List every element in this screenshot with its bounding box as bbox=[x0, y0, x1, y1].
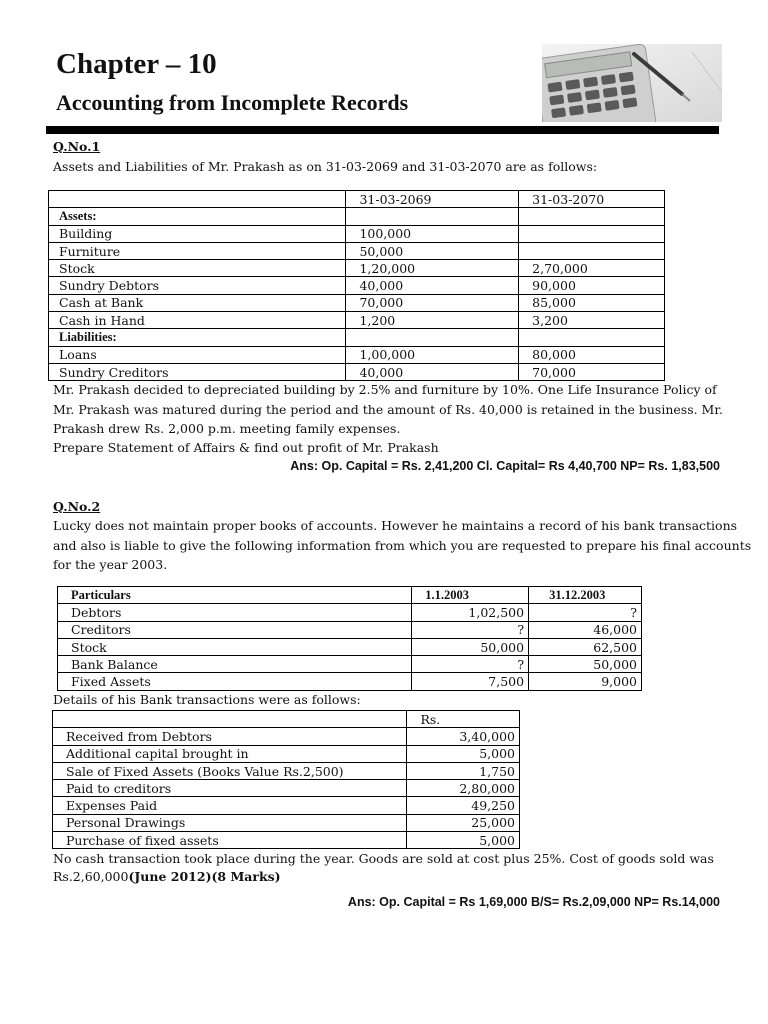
table-header-row bbox=[58, 587, 642, 604]
table-row: Furniture 50,000 bbox=[49, 242, 665, 259]
column-header: 1.1.2003 bbox=[412, 587, 529, 604]
column-header: Particulars bbox=[58, 587, 412, 604]
chapter-title: Chapter – 10 bbox=[56, 48, 217, 80]
table-row: Liabilities: bbox=[49, 329, 665, 346]
q1-assets-table bbox=[48, 190, 665, 381]
q2-intro-line: for the year 2003. bbox=[53, 557, 168, 572]
table-row: Sundry Debtors 40,000 90,000 bbox=[49, 277, 665, 294]
table-row: Purchase of fixed assets 5,000 bbox=[53, 832, 520, 849]
table-row: Assets: bbox=[49, 208, 665, 225]
q2-exam-reference: (June 2012)(8 Marks) bbox=[128, 869, 281, 884]
q1-answer: Ans: Op. Capital = Rs. 2,41,200 Cl. Capital= Rs 4,40,700 NP= Rs. 1,83,500 bbox=[290, 459, 720, 473]
q2-note-amount: Rs.2,60,000 bbox=[53, 869, 129, 884]
q1-paragraph-line: Mr. Prakash was matured during the period and the amount of Rs. 40,000 is retained in the business. Mr. bbox=[53, 402, 723, 417]
column-header: 31-03-2069 bbox=[346, 191, 519, 208]
column-header: Rs. bbox=[407, 711, 520, 728]
table-row: Creditors ? 46,000 bbox=[58, 621, 642, 638]
table-row: Debtors 1,02,500 ? bbox=[58, 604, 642, 621]
q1-paragraph-line: Prepare Statement of Affairs & find out profit of Mr. Prakash bbox=[53, 440, 439, 455]
q1-paragraph-line: Mr. Prakash decided to depreciated building by 2.5% and furniture by 10%. One Life Insurance Policy of bbox=[53, 382, 717, 397]
q2-note-line: No cash transaction took place during the year. Goods are sold at cost plus 25%. Cost of goods sold was bbox=[53, 851, 714, 866]
table-row: Building 100,000 bbox=[49, 225, 665, 242]
table-header-row bbox=[49, 191, 665, 208]
table-row: Stock 1,20,000 2,70,000 bbox=[49, 260, 665, 277]
chapter-subtitle: Accounting from Incomplete Records bbox=[56, 90, 409, 115]
header-divider bbox=[46, 126, 719, 134]
column-header: 31.12.2003 bbox=[529, 587, 642, 604]
q2-answer: Ans: Op. Capital = Rs 1,69,000 B/S= Rs.2,09,000 NP= Rs.14,000 bbox=[347, 895, 720, 909]
q1-intro: Assets and Liabilities of Mr. Prakash as on 31-03-2069 and 31-03-2070 are as follows: bbox=[53, 159, 598, 174]
table-row: Sundry Creditors 40,000 70,000 bbox=[49, 363, 665, 380]
column-header: 31-03-2070 bbox=[519, 191, 665, 208]
table-row: Loans 1,00,000 80,000 bbox=[49, 346, 665, 363]
q2-balances-table bbox=[57, 586, 642, 691]
q2-bank-intro: Details of his Bank transactions were as follows: bbox=[53, 692, 361, 707]
table-row: Cash at Bank 70,000 85,000 bbox=[49, 294, 665, 311]
table-header-row bbox=[53, 711, 520, 728]
q2-bank-table bbox=[52, 710, 520, 849]
q1-paragraph-line: Prakash drew Rs. 2,000 p.m. meeting family expenses. bbox=[53, 421, 401, 436]
table-row: Stock 50,000 62,500 bbox=[58, 638, 642, 655]
table-row: Received from Debtors 3,40,000 bbox=[53, 728, 520, 745]
table-row: Sale of Fixed Assets (Books Value Rs.2,500) 1,750 bbox=[53, 762, 520, 779]
table-row: Personal Drawings 25,000 bbox=[53, 814, 520, 831]
calculator-image bbox=[542, 44, 722, 122]
table-row: Expenses Paid 49,250 bbox=[53, 797, 520, 814]
table-row: Cash in Hand 1,200 3,200 bbox=[49, 312, 665, 329]
q2-heading: Q.No.2 bbox=[53, 499, 101, 514]
table-row: Bank Balance ? 50,000 bbox=[58, 656, 642, 673]
q2-intro-line: and also is liable to give the following information from which you are requested to prepare his final accounts bbox=[53, 538, 752, 553]
table-row: Fixed Assets 7,500 9,000 bbox=[58, 673, 642, 690]
q2-note-line bbox=[53, 867, 281, 887]
table-row: Additional capital brought in 5,000 bbox=[53, 745, 520, 762]
table-row: Paid to creditors 2,80,000 bbox=[53, 780, 520, 797]
q2-intro-line: Lucky does not maintain proper books of accounts. However he maintains a record of his bank transactions bbox=[53, 518, 738, 533]
q1-heading: Q.No.1 bbox=[53, 139, 101, 154]
